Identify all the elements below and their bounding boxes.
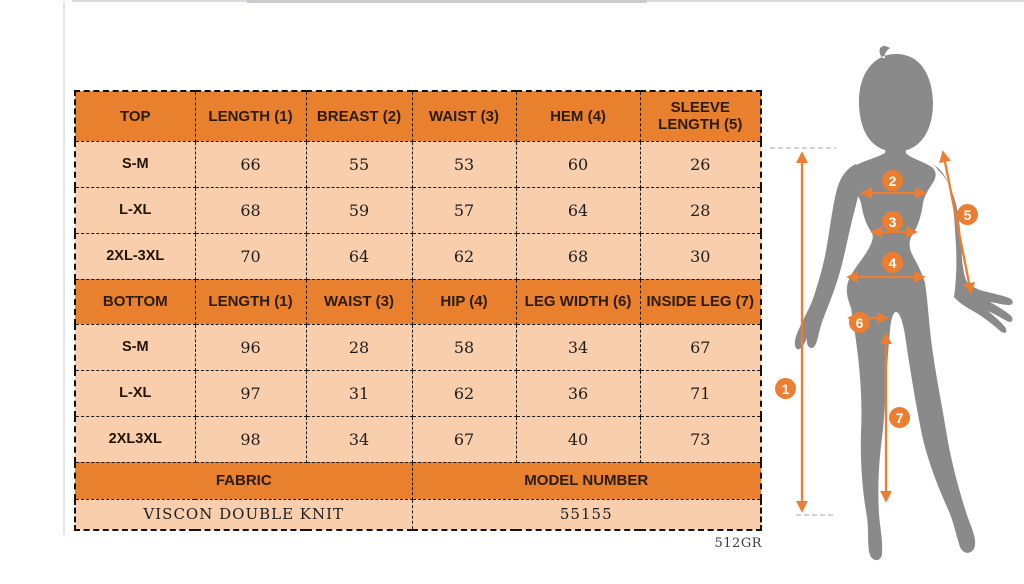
measurement-value: 59 [306,187,412,233]
measurement-value: 64 [516,187,640,233]
top-section-label: TOP [75,91,195,141]
measurement-value: 30 [640,233,761,279]
measurement-value: 73 [640,416,761,462]
size-label: S-M [75,324,195,370]
right-arm-shape [932,164,1013,333]
bottom-row-sm [75,324,761,370]
measurement-value: 60 [516,141,640,187]
header-length-1: LENGTH (1) [195,91,306,141]
torso-legs-shape [847,136,975,560]
header-length-1: LENGTH (1) [195,279,306,324]
bottom-row-lxl [75,370,761,416]
header-sleeve-length-5: SLEEVE LENGTH (5) [640,91,761,141]
measurement-value: 62 [412,370,516,416]
marker-1-length: 1 [775,378,796,399]
top-row-sm [75,141,761,187]
left-edge-line [63,2,65,535]
measurement-value: 57 [412,187,516,233]
header-inside-leg-7: INSIDE LEG (7) [640,279,761,324]
marker-7-inside-leg: 7 [889,407,910,428]
measurement-value: 26 [640,141,761,187]
style-code: 512GR [714,536,762,551]
measurement-value: 97 [195,370,306,416]
top-header-row [75,91,761,141]
measurement-value: 34 [306,416,412,462]
size-label: S-M [75,141,195,187]
measurement-value: 34 [516,324,640,370]
marker-6-leg-width: 6 [849,312,870,333]
size-label: L-XL [75,187,195,233]
measurement-value: 68 [516,233,640,279]
measurement-value: 55 [306,141,412,187]
header-hem-4: HEM (4) [516,91,640,141]
header-breast-2: BREAST (2) [306,91,412,141]
bottom-section-label: BOTTOM [75,279,195,324]
fabric-value: VISCON DOUBLE KNIT [75,499,412,530]
measurement-value: 67 [412,416,516,462]
measurement-value: 58 [412,324,516,370]
measurement-value: 28 [306,324,412,370]
fabric-header: FABRIC [75,462,412,499]
size-label: L-XL [75,370,195,416]
top-edge-line-dark [247,0,647,3]
measurement-value: 62 [412,233,516,279]
measurement-value: 96 [195,324,306,370]
header-waist-3: WAIST (3) [306,279,412,324]
footer-value-row [75,499,761,530]
measurement-value: 98 [195,416,306,462]
header-leg-width-6: LEG WIDTH (6) [516,279,640,324]
model-number-header: MODEL NUMBER [412,462,761,499]
size-label: 2XL3XL [75,416,195,462]
size-chart-table [74,90,762,531]
top-row-2xl3xl [75,233,761,279]
measurement-value: 71 [640,370,761,416]
bottom-row-2xl3xl [75,416,761,462]
marker-2-breast: 2 [882,170,903,191]
measurement-value: 53 [412,141,516,187]
measurement-figure [770,40,1024,584]
measurement-value: 36 [516,370,640,416]
measurement-value: 66 [195,141,306,187]
footer-header-row [75,462,761,499]
bottom-header-row [75,279,761,324]
marker-4-hip: 4 [882,252,903,273]
size-label: 2XL-3XL [75,233,195,279]
measurement-value: 31 [306,370,412,416]
measurement-value: 40 [516,416,640,462]
header-waist-3: WAIST (3) [412,91,516,141]
body-silhouette [795,46,1013,560]
header-hip-4: HIP (4) [412,279,516,324]
measurement-value: 68 [195,187,306,233]
measurement-value: 64 [306,233,412,279]
measurement-value: 70 [195,233,306,279]
model-number-value: 55155 [412,499,761,530]
marker-3-waist: 3 [882,211,903,232]
marker-5-sleeve: 5 [957,204,978,225]
measurement-value: 28 [640,187,761,233]
measurement-value: 67 [640,324,761,370]
top-row-lxl [75,187,761,233]
